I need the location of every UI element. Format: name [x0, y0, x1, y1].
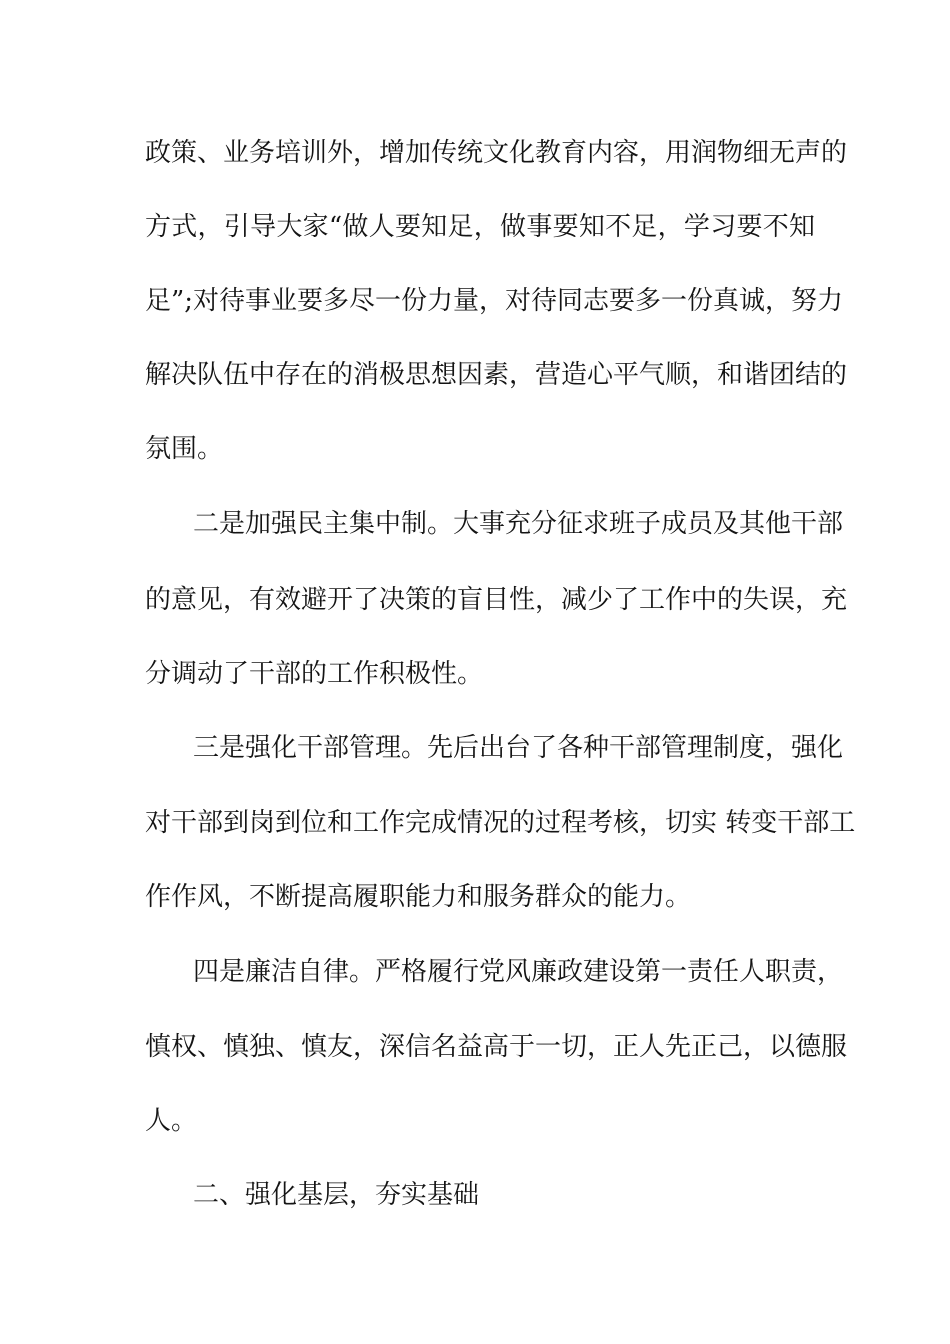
paragraph-line: 二是加强民主集中制。大事充分征求班子成员及其他干部 — [193, 509, 844, 539]
paragraph-line: 慎权、慎独、慎友，深信名益高于一切，正人先正己，以德服 — [145, 1032, 848, 1062]
paragraph-line: 三是强化干部管理。先后出台了各种干部管理制度，强化 — [193, 733, 844, 763]
paragraph-line: 政策、业务培训外，增加传统文化教育内容，用润物细无声的 — [145, 138, 848, 168]
paragraph-line: 人。 — [145, 1106, 198, 1136]
paragraph-line: 对干部到岗到位和工作完成情况的过程考核，切实 转变干部工 — [145, 808, 856, 838]
paragraph-line: 解决队伍中存在的消极思想因素，营造心平气顺，和谐团结的 — [145, 360, 848, 390]
paragraph-line: 的意见，有效避开了决策的盲目性，减少了工作中的失误，充 — [145, 585, 848, 615]
section-heading: 二、强化基层，夯实基础 — [193, 1180, 480, 1210]
paragraph-line: 方式，引导大家“做人要知足，做事要知不足，学习要不知 — [145, 212, 815, 242]
paragraph-line: 作作风，不断提高履职能力和服务群众的能力。 — [145, 882, 692, 912]
paragraph-line: 分调动了干部的工作积极性。 — [145, 659, 484, 689]
paragraph-line: 足”;对待事业要多尽一份力量，对待同志要多一份真诚，努力 — [145, 286, 844, 316]
paragraph-line: 四是廉洁自律。严格履行党风廉政建设第一责任人职责， — [193, 957, 844, 987]
paragraph-line: 氛围。 — [145, 434, 224, 464]
